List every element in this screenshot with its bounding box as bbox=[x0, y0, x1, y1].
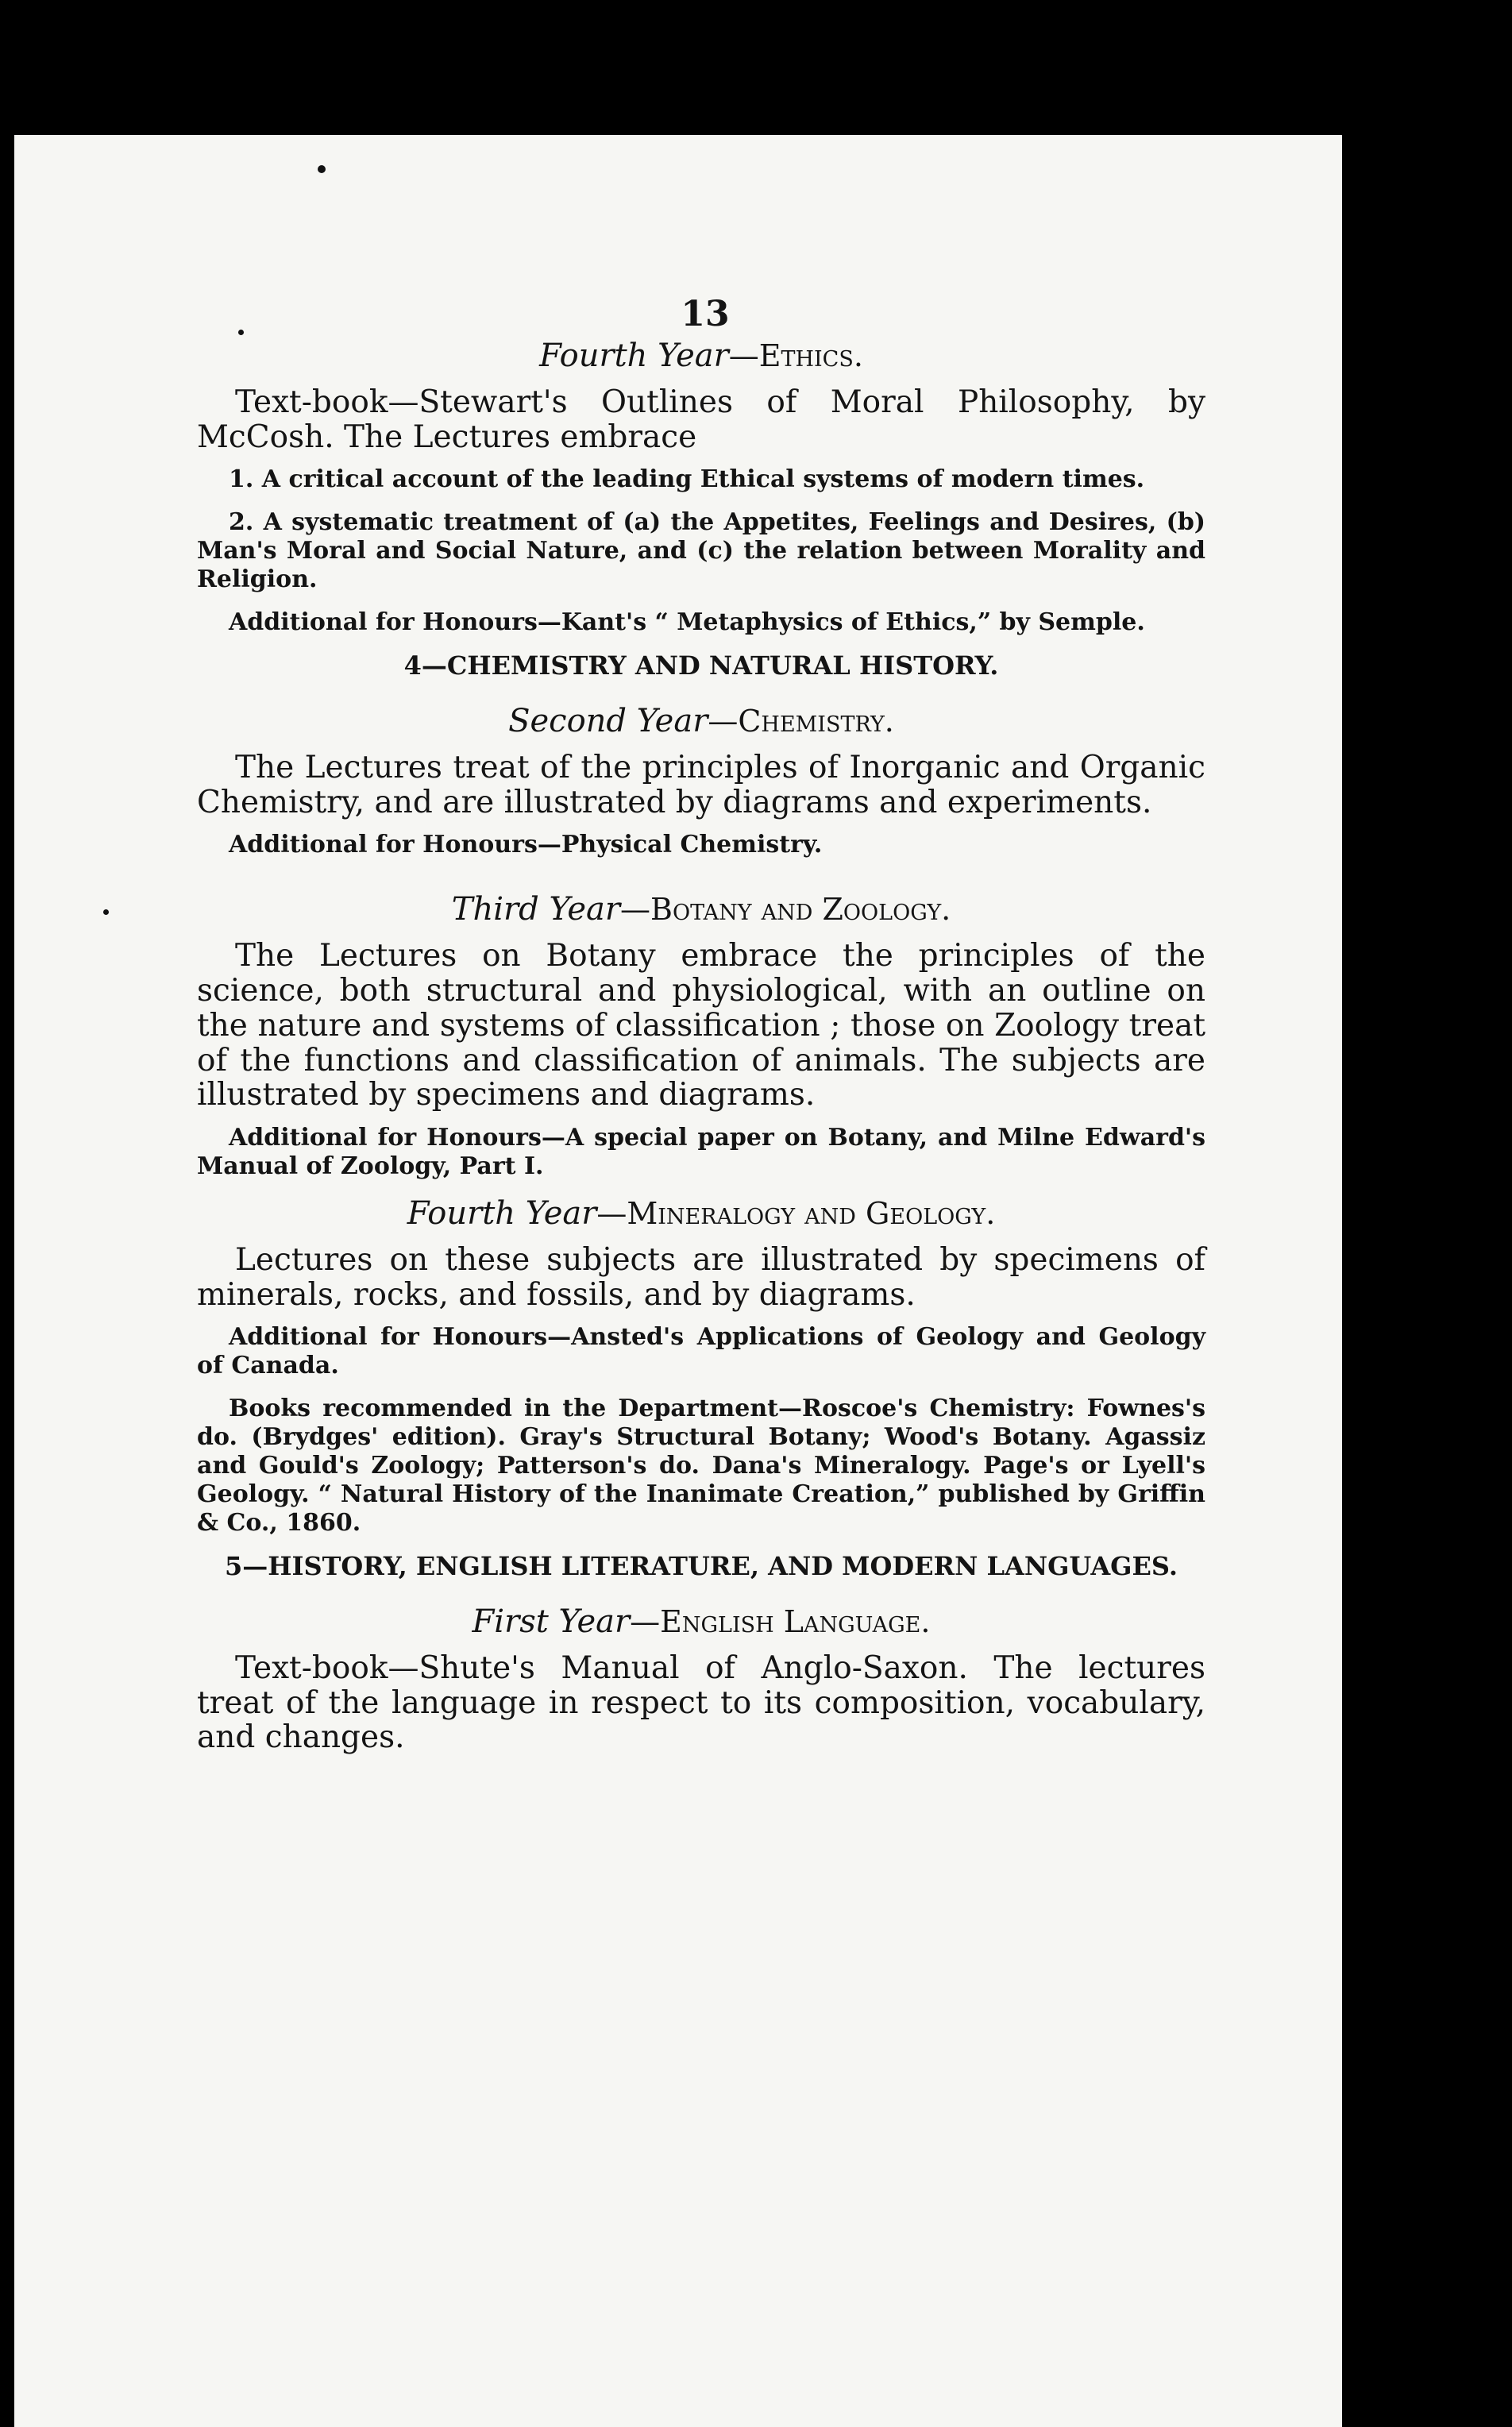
ethics-heading bbox=[197, 338, 1205, 374]
ethics-text: Text-book—Stewart's Outlines of Moral Philosophy, by McCosh. The Lectures embrace bbox=[197, 384, 1205, 455]
chemistry-text: The Lectures treat of the principles of Inorganic and Organic Chemistry, and are illustrated by diagrams and experiments. bbox=[197, 750, 1205, 820]
ink-speck bbox=[318, 165, 326, 173]
ethics-year: Fourth Year bbox=[539, 338, 729, 374]
botany-honours: Additional for Honours—A special paper on Botany, and Milne Edward's Manual of Zoology, Part I. bbox=[197, 1123, 1205, 1180]
english-text: Text-book—Shute's Manual of Anglo-Saxon. The lectures treat of the language in respect to its composition, vocabulary, and changes. bbox=[197, 1650, 1205, 1756]
chemistry-year: Second Year bbox=[508, 703, 708, 740]
history-section-title: 5—HISTORY, ENGLISH LITERATURE, AND MODERN LANGUAGES. bbox=[225, 1551, 1178, 1582]
english-heading bbox=[197, 1603, 1205, 1640]
geology-subject: —Mineralogy and Geology. bbox=[596, 1195, 996, 1231]
ink-speck bbox=[103, 909, 109, 915]
botany-text: The Lectures on Botany embrace the principles of the science, both structural and physiological, with an outline on the nature and systems of classification ; those on Zoology treat of the functions and classification of animals. The subjects are illustrated by specimens and diagrams. bbox=[197, 938, 1205, 1113]
book-page bbox=[14, 135, 1342, 2427]
geology-books: Books recommended in the Department—Roscoe's Chemistry: Fownes's do. (Brydges' edition). Gray's Structural Botany; Wood's Botany. Agassiz and Gould's Zoology; Patterson's do. Dana's Mineralogy. Page's or Lyell's Geology. “ Natural History of the Inanimate Creation,” published by Griffin & Co., 1860. bbox=[197, 1395, 1205, 1538]
english-year: First Year bbox=[472, 1603, 631, 1640]
geology-heading bbox=[197, 1195, 1205, 1232]
chemistry-subject: —Chemistry. bbox=[708, 704, 894, 739]
chemistry-honours: Additional for Honours—Physical Chemistry. bbox=[229, 831, 823, 859]
geology-year: Fourth Year bbox=[407, 1194, 597, 1232]
english-subject: —English Language. bbox=[630, 1603, 931, 1639]
botany-subject: —Botany and Zoology. bbox=[620, 892, 951, 928]
ethics-item-1: 1. A critical account of the leading Ethical systems of modern times. bbox=[229, 465, 1145, 494]
geology-text: Lectures on these subjects are illustrated by specimens of minerals, rocks, and fossils, and by diagrams. bbox=[197, 1241, 1205, 1313]
ethics-honours: Additional for Honours—Kant's “ Metaphysics of Ethics,” by Semple. bbox=[229, 608, 1145, 637]
page-content bbox=[197, 294, 1205, 1766]
chemistry-heading bbox=[197, 703, 1205, 739]
botany-heading bbox=[197, 891, 1205, 928]
ethics-item-2: 2. A systematic treatment of (a) the Appetites, Feelings and Desires, (b) Man's Moral and Social Nature, and (c) the relation between Morality and Religion. bbox=[197, 508, 1205, 594]
ethics-subject: —Ethics. bbox=[728, 338, 863, 373]
geology-honours: Additional for Honours—Ansted's Applications of Geology and Geology of Canada. bbox=[197, 1323, 1205, 1380]
chemistry-section-title: 4—CHEMISTRY AND NATURAL HISTORY. bbox=[403, 650, 999, 681]
botany-year: Third Year bbox=[451, 891, 621, 928]
page-number: 13 bbox=[681, 294, 730, 334]
